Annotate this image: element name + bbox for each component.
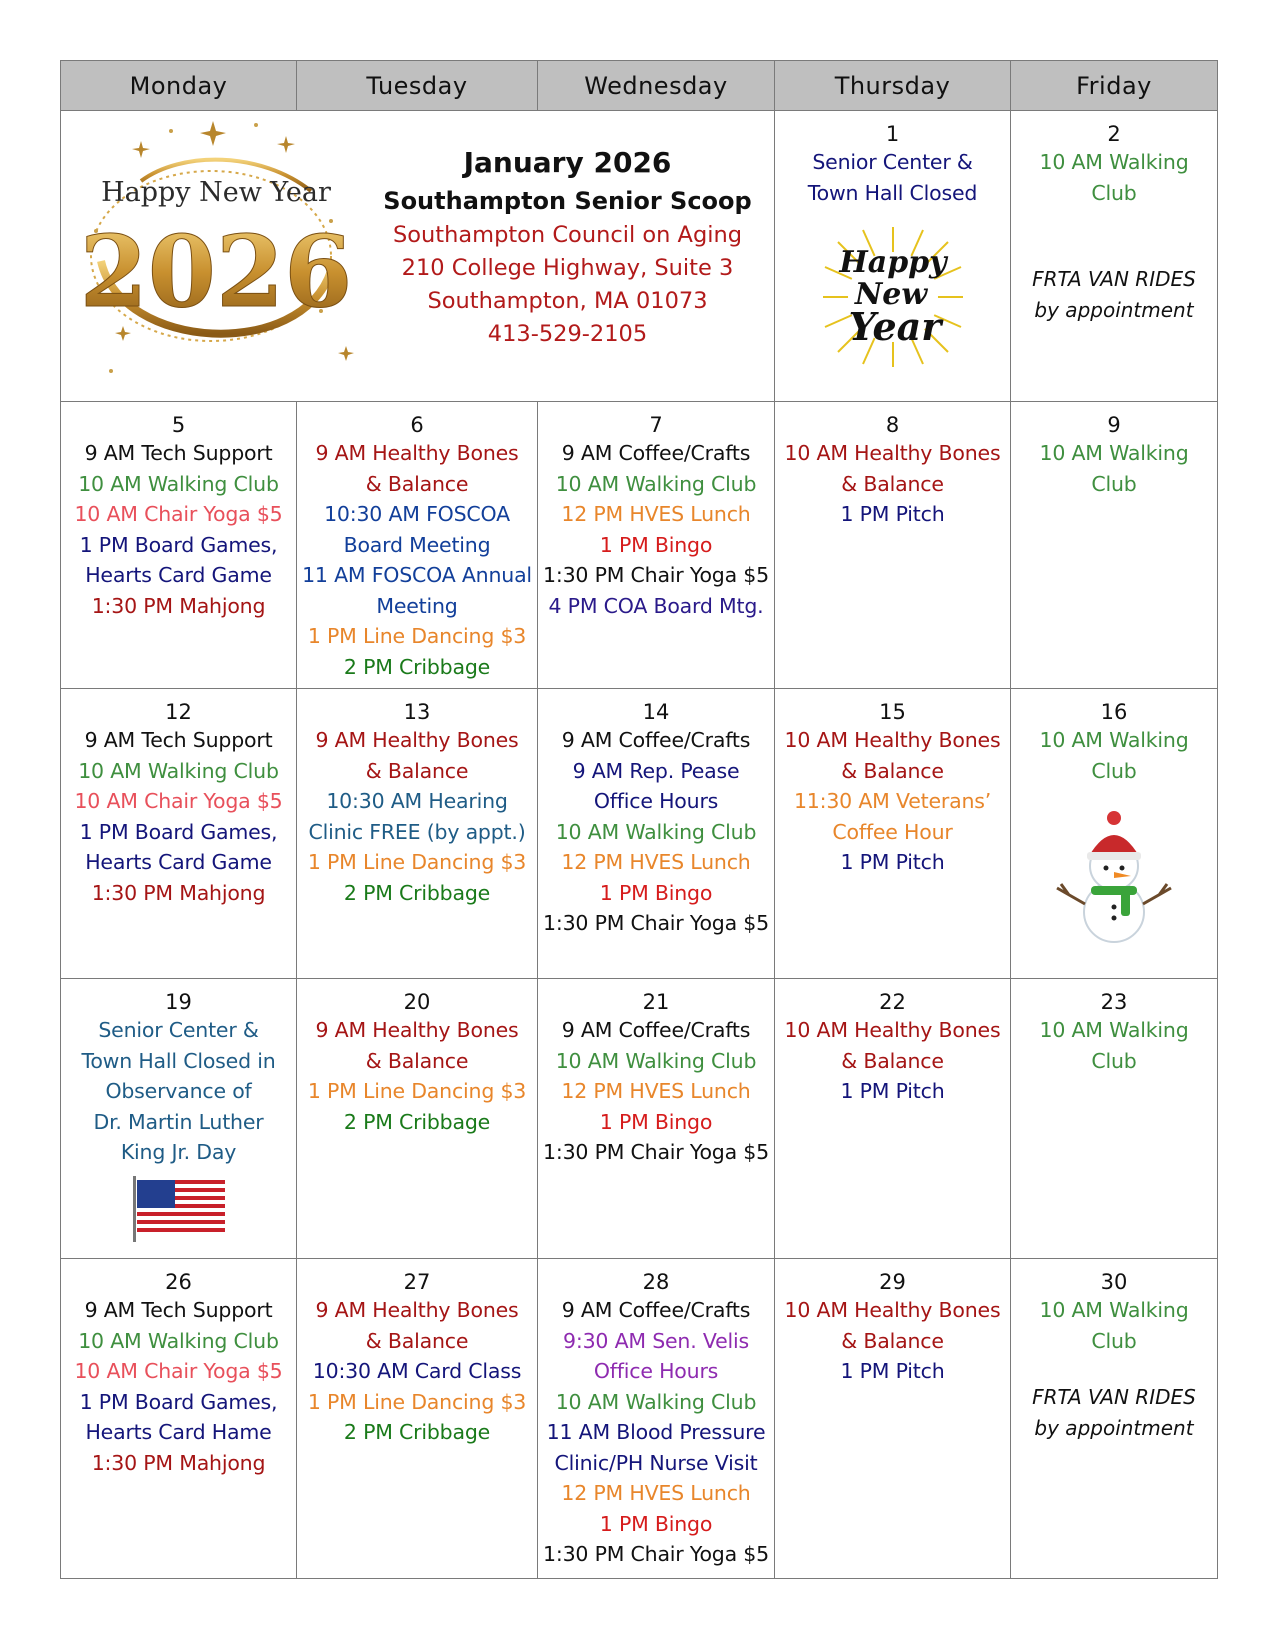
- event-line: 9 AM Rep. Pease: [572, 758, 740, 783]
- day-number: 15: [879, 700, 906, 724]
- event-line: Hearts Card Hame: [85, 1420, 272, 1444]
- org-name: Southampton Council on Aging: [392, 222, 743, 248]
- day-number: 23: [1100, 990, 1128, 1014]
- event-line: 2 PM Cribbage: [343, 1420, 491, 1444]
- burst-text-new: New: [854, 277, 927, 312]
- day-cell-12: [61, 689, 297, 979]
- event-line: Senior Center &: [98, 1018, 259, 1042]
- burst-text-year: Year: [848, 304, 941, 349]
- event-line: Clinic FREE (by appt.): [308, 819, 526, 844]
- day-cell-9: [1011, 402, 1218, 689]
- event-line: & Balance: [841, 1328, 944, 1353]
- event-line: Observance of: [105, 1079, 252, 1103]
- day-cell-14: [538, 689, 775, 979]
- event-line: 9:30 AM Sen. Velis: [563, 1328, 749, 1353]
- fireworks-2026-icon: [61, 111, 361, 381]
- event-line: 1 PM Pitch: [840, 1079, 945, 1103]
- day-cell-16: [1011, 689, 1218, 979]
- event-line: 10 AM Walking Club: [555, 819, 757, 844]
- american-flag-icon: [129, 1174, 229, 1244]
- day-number: 26: [165, 1270, 192, 1294]
- year-art-text: 2026: [79, 215, 353, 330]
- header-friday: Friday: [1011, 61, 1218, 111]
- greeting-art-text: Happy New Year: [101, 177, 331, 208]
- event-line: 12 PM HVES Lunch: [561, 850, 751, 874]
- note-line: FRTA VAN RIDES: [1032, 1385, 1196, 1409]
- header-thursday: Thursday: [775, 61, 1011, 111]
- day-cell-19: [61, 979, 297, 1259]
- event-line: 1:30 PM Mahjong: [91, 1450, 266, 1475]
- day-cell-13: [297, 689, 538, 979]
- event-line: 10 AM Walking: [1039, 1298, 1189, 1322]
- note-line: by appointment: [1034, 298, 1194, 322]
- day-number: 1: [885, 122, 900, 146]
- event-line: Clinic/PH Nurse Visit: [554, 1450, 758, 1475]
- event-line: 12 PM HVES Lunch: [561, 502, 751, 526]
- day-number: 6: [410, 413, 424, 437]
- day-cell-6: [297, 402, 538, 689]
- event-line: 1 PM Pitch: [840, 850, 945, 874]
- event-line: 11 AM Blood Pressure: [546, 1420, 766, 1444]
- day-cell-2: [1011, 111, 1218, 402]
- day-cell-20: [297, 979, 538, 1259]
- event-line: 10 AM Walking Club: [555, 1048, 757, 1073]
- event-line: 10 AM Walking: [1039, 1018, 1189, 1042]
- banner-cell: [61, 111, 775, 402]
- day-number: 12: [165, 700, 192, 724]
- event-line: Dr. Martin Luther: [93, 1109, 264, 1134]
- new-year-2026-art: [61, 111, 361, 401]
- burst-text-happy: Happy: [838, 245, 947, 280]
- event-line: 10 AM Walking: [1039, 441, 1189, 465]
- phone-number: 413-529-2105: [487, 321, 648, 347]
- event-line: 9 AM Coffee/Crafts: [561, 1298, 751, 1322]
- event-line: 9 AM Healthy Bones: [315, 1298, 519, 1322]
- day-number: 16: [1100, 700, 1128, 724]
- event-line: 10 AM Chair Yoga $5: [74, 789, 283, 813]
- newsletter-name: Southampton Senior Scoop: [383, 187, 752, 215]
- event-line: 10:30 AM Hearing: [326, 789, 508, 813]
- event-line: 10 AM Chair Yoga $5: [74, 502, 283, 526]
- event-line: & Balance: [841, 471, 944, 496]
- day-number: 29: [879, 1270, 906, 1294]
- day-cell-21: [538, 979, 775, 1259]
- event-line: 1 PM Bingo: [599, 532, 713, 557]
- event-line: Hearts Card Game: [85, 850, 272, 874]
- day-cell-7: [538, 402, 775, 689]
- event-line: & Balance: [365, 1328, 469, 1353]
- event-line: 10 AM Walking Club: [78, 758, 279, 783]
- event-line: 2 PM Cribbage: [343, 1109, 491, 1134]
- day-number: 21: [642, 990, 670, 1014]
- day-cell-29: [775, 1259, 1011, 1579]
- event-line: 1 PM Bingo: [599, 880, 713, 905]
- address-line-2: Southampton, MA 01073: [427, 288, 708, 314]
- event-line: 9 AM Coffee/Crafts: [561, 1018, 751, 1042]
- event-line: 1 PM Line Dancing $3: [307, 1079, 527, 1103]
- event-line: 1 PM Bingo: [599, 1511, 713, 1536]
- event-line: Club: [1091, 1328, 1137, 1353]
- day-cell-23: [1011, 979, 1218, 1259]
- day-cell-28: [538, 1259, 775, 1579]
- event-line: 12 PM HVES Lunch: [561, 1481, 751, 1505]
- event-line: 10 AM Walking Club: [78, 471, 279, 496]
- event-line: & Balance: [365, 471, 469, 496]
- event-line: 12 PM HVES Lunch: [561, 1079, 751, 1103]
- event-line: 10 AM Walking: [1039, 728, 1189, 752]
- event-line: 2 PM Cribbage: [343, 654, 491, 679]
- event-line: & Balance: [365, 1048, 469, 1073]
- day-number: 19: [165, 990, 192, 1014]
- note-line: by appointment: [1034, 1416, 1194, 1440]
- event-line: 1 PM Pitch: [840, 502, 945, 526]
- event-line: 10 AM Walking Club: [78, 1328, 279, 1353]
- event-line: 4 PM COA Board Mtg.: [548, 593, 764, 618]
- event-line: 10 AM Walking Club: [555, 471, 757, 496]
- event-line: 11 AM FOSCOA Annual: [302, 563, 532, 587]
- day-number: 8: [885, 413, 900, 437]
- event-line: 10 AM Healthy Bones: [784, 1018, 1001, 1042]
- event-line: Club: [1091, 758, 1137, 783]
- day-cell-27: [297, 1259, 538, 1579]
- event-line: King Jr. Day: [120, 1140, 237, 1164]
- day-number: 22: [879, 990, 906, 1014]
- header-wednesday: Wednesday: [538, 61, 775, 111]
- day-cell-5: [61, 402, 297, 689]
- event-line: Town Hall Closed: [807, 180, 978, 205]
- event-line: 1:30 PM Mahjong: [91, 593, 266, 618]
- event-line: 1 PM Bingo: [599, 1109, 713, 1134]
- event-line: Office Hours: [593, 1359, 719, 1383]
- day-number: 14: [642, 700, 670, 724]
- day-cell-30: [1011, 1259, 1218, 1579]
- event-line: 9 AM Coffee/Crafts: [561, 728, 751, 752]
- event-line: Coffee Hour: [832, 819, 953, 844]
- day-number: 2: [1107, 122, 1121, 146]
- event-line: Town Hall Closed in: [81, 1048, 276, 1073]
- event-line: Office Hours: [593, 789, 719, 813]
- day-number: 30: [1100, 1270, 1128, 1294]
- day-number: 5: [171, 413, 186, 437]
- event-line: 2 PM Cribbage: [343, 880, 491, 905]
- event-line: 10 AM Healthy Bones: [784, 1298, 1001, 1322]
- event-line: 1 PM Board Games,: [79, 819, 278, 844]
- event-line: 9 AM Healthy Bones: [315, 1018, 519, 1042]
- event-line: 1 PM Line Dancing $3: [307, 1389, 527, 1414]
- day-cell-1: [775, 111, 1011, 402]
- event-line: 9 AM Healthy Bones: [315, 728, 519, 752]
- event-line: 1 PM Board Games,: [79, 1389, 278, 1414]
- address-line-1: 210 College Highway, Suite 3: [401, 255, 734, 281]
- event-line: 9 AM Tech Support: [84, 1298, 273, 1322]
- event-line: 1:30 PM Chair Yoga $5: [543, 911, 769, 935]
- day-cell-8: [775, 402, 1011, 689]
- event-line: Club: [1091, 1048, 1137, 1073]
- note-line: FRTA VAN RIDES: [1032, 267, 1196, 291]
- event-line: 1 PM Line Dancing $3: [307, 624, 527, 648]
- event-line: 9 AM Tech Support: [84, 728, 273, 752]
- event-line: 10:30 AM FOSCOA: [324, 502, 510, 526]
- event-line: 10 AM Walking Club: [555, 1389, 757, 1414]
- snowman-icon: [1049, 804, 1179, 944]
- event-line: 10 AM Healthy Bones: [784, 441, 1001, 465]
- event-line: 10 AM Chair Yoga $5: [74, 1359, 283, 1383]
- event-line: 9 AM Coffee/Crafts: [561, 441, 751, 465]
- event-line: & Balance: [841, 1048, 944, 1073]
- event-line: 10:30 AM Card Class: [312, 1359, 522, 1383]
- event-line: 1 PM Pitch: [840, 1359, 945, 1383]
- calendar-grid: [60, 60, 1218, 1579]
- day-number: 20: [403, 990, 431, 1014]
- event-line: Meeting: [376, 593, 458, 618]
- header-tuesday: Tuesday: [297, 61, 538, 111]
- event-line: 1:30 PM Chair Yoga $5: [543, 1542, 769, 1566]
- event-line: 1:30 PM Mahjong: [91, 880, 266, 905]
- event-line: 9 AM Tech Support: [84, 441, 273, 465]
- day-number: 27: [403, 1270, 431, 1294]
- event-line: 9 AM Healthy Bones: [315, 441, 519, 465]
- event-line: 1:30 PM Chair Yoga $5: [543, 1140, 769, 1164]
- event-line: 10 AM Healthy Bones: [784, 728, 1001, 752]
- day-number: 28: [642, 1270, 670, 1294]
- day-number: 13: [403, 700, 431, 724]
- header-monday: Monday: [61, 61, 297, 111]
- event-line: 1 PM Line Dancing $3: [307, 850, 527, 874]
- day-cell-26: [61, 1259, 297, 1579]
- event-line: 1 PM Board Games,: [79, 532, 278, 557]
- event-line: Senior Center &: [812, 150, 973, 174]
- event-line: 10 AM Walking: [1039, 150, 1189, 174]
- event-line: Board Meeting: [343, 532, 491, 557]
- happy-new-year-burst-icon: [813, 222, 973, 372]
- event-line: & Balance: [365, 758, 469, 783]
- event-line: Hearts Card Game: [85, 563, 272, 587]
- day-cell-22: [775, 979, 1011, 1259]
- calendar-title: January 2026: [463, 146, 672, 179]
- event-line: & Balance: [841, 758, 944, 783]
- day-cell-15: [775, 689, 1011, 979]
- day-number: 7: [649, 413, 663, 437]
- banner-text: [361, 111, 774, 351]
- event-line: 1:30 PM Chair Yoga $5: [543, 563, 769, 587]
- event-line: 11:30 AM Veterans’: [793, 789, 992, 813]
- day-number: 9: [1107, 413, 1121, 437]
- event-line: Club: [1091, 471, 1137, 496]
- event-line: Club: [1091, 180, 1137, 205]
